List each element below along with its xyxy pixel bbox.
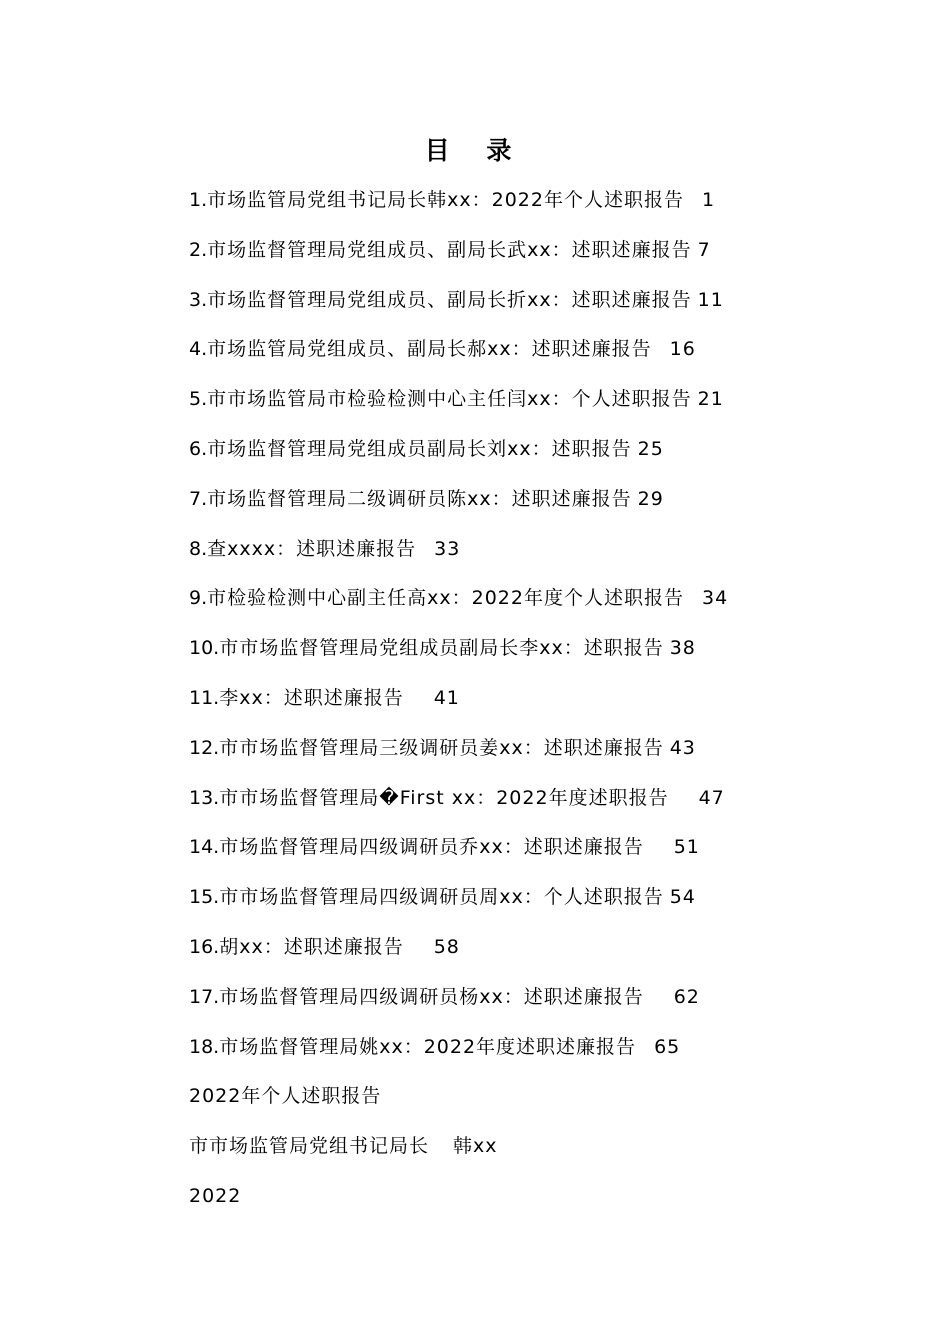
toc-entry-page: 1 [701,189,716,211]
toc-entry-text: 市场监督管理局姚xx：2022年度述职述廉报告 [219,1035,637,1058]
toc-entry-text: 市场监管局党组书记局长韩xx：2022年个人述职报告 [207,189,684,211]
toc-entry-number: 1. [189,189,208,211]
toc-entry[interactable] [189,881,789,931]
toc-entry-text: 查xxxx：述职述廉报告 [207,537,417,560]
toc-entry-page: 16 [669,338,696,361]
toc-entry-number: 7. [189,487,208,510]
toc-entry[interactable] [189,284,789,334]
toc-entry-page: 38 [669,637,696,660]
toc-entry[interactable] [189,682,789,732]
toc-entry-page: 51 [673,836,700,859]
toc-entry-text: 市检验检测中心副主任高xx：2022年度个人述职报告 [207,587,684,610]
toc-entry[interactable] [189,184,789,234]
toc-entry-text: 市场监督管理局党组成员、副局长武xx：述职述廉报告 [207,238,692,261]
toc-entry-number: 9. [189,587,208,610]
toc-entry-page: 41 [433,686,460,709]
toc-entry-page: 34 [701,587,729,610]
toc-entry[interactable] [189,483,789,533]
toc-entry[interactable] [189,383,789,433]
toc-entry-page: 7 [697,238,711,261]
toc-entry-text: 市市场监督管理局三级调研员姜xx：述职述廉报告 [219,736,664,759]
toc-entry[interactable] [189,782,789,832]
toc-entry-number: 4. [189,338,208,361]
toc-entry-text: 市场监督管理局四级调研员乔xx：述职述廉报告 [219,836,644,859]
toc-entry[interactable] [189,533,789,583]
toc-entry-page: 21 [697,388,724,411]
toc-entry-page: 58 [433,935,460,958]
toc-entry[interactable] [189,732,789,782]
toc-entry[interactable] [189,931,789,981]
toc-entry[interactable] [189,1031,789,1081]
toc-entry-number: 15. [189,886,220,909]
toc-entry-page: 29 [637,487,664,510]
toc-entry-number: 13. [189,786,220,809]
toc-entry[interactable] [189,632,789,682]
toc-entry-number: 11. [189,686,220,709]
toc-entry-page: 11 [697,288,724,311]
toc-entry-number: 8. [189,537,208,560]
toc-entry-number: 12. [189,736,220,759]
toc-entry-number: 3. [189,288,208,311]
toc-entry-page: 65 [654,1035,681,1058]
toc-entry-text: 市场监督管理局党组成员、副局长折xx：述职述廉报告 [207,288,692,311]
toc-entry-number: 16. [189,935,220,958]
toc-entry-text: 市市场监督管理局四级调研员周xx：个人述职报告 [219,886,664,909]
toc-entry-page: 25 [637,437,664,460]
toc-entry[interactable] [189,333,789,383]
toc-entry[interactable] [189,582,789,632]
toc-entry-number: 5. [189,388,208,411]
toc-entry[interactable] [189,981,789,1031]
author-position: 市市场监管局党组书记局长 [189,1135,430,1157]
toc-entry-page: 33 [434,537,461,560]
toc-entry-page: 43 [669,736,696,759]
page-title: 目 录 [424,136,526,165]
toc-entry-number: 18. [189,1035,220,1058]
toc-entry-page: 47 [698,786,725,809]
toc-entry[interactable] [189,234,789,284]
table-of-contents [189,184,789,1080]
toc-entry-text: 市场监督管理局二级调研员陈xx：述职述廉报告 [207,487,632,510]
toc-entry[interactable] [189,433,789,483]
report-year: 2022 [189,1185,242,1207]
toc-entry-text: 李xx：述职述廉报告 [219,686,404,709]
toc-entry-text: 市场监管局党组成员、副局长郝xx：述职述廉报告 [207,338,652,361]
toc-entry-text: 市场监督管理局党组成员副局长刘xx：述职报告 [207,437,632,460]
author-line [189,1130,498,1162]
toc-entry-text: 市市场监督管理局党组成员副局长李xx：述职报告 [219,637,664,660]
toc-entry-number: 2. [189,238,208,261]
toc-entry-page: 62 [673,985,700,1008]
toc-entry-number: 14. [189,836,220,859]
toc-entry-number: 6. [189,437,208,460]
toc-entry-text: 市市场监督管理局�First xx：2022年度述职报告 [219,786,669,809]
toc-entry-number: 10. [189,637,220,660]
author-name: 韩xx [453,1135,498,1157]
report-title: 2022年个人述职报告 [189,1085,382,1107]
toc-entry-text: 胡xx：述职述廉报告 [219,935,404,958]
toc-entry[interactable] [189,831,789,881]
toc-entry-number: 17. [189,985,220,1008]
toc-entry-text: 市场监督管理局四级调研员杨xx：述职述廉报告 [219,985,644,1008]
toc-entry-text: 市市场监管局市检验检测中心主任闫xx：个人述职报告 [207,388,692,411]
toc-entry-page: 54 [669,886,696,909]
